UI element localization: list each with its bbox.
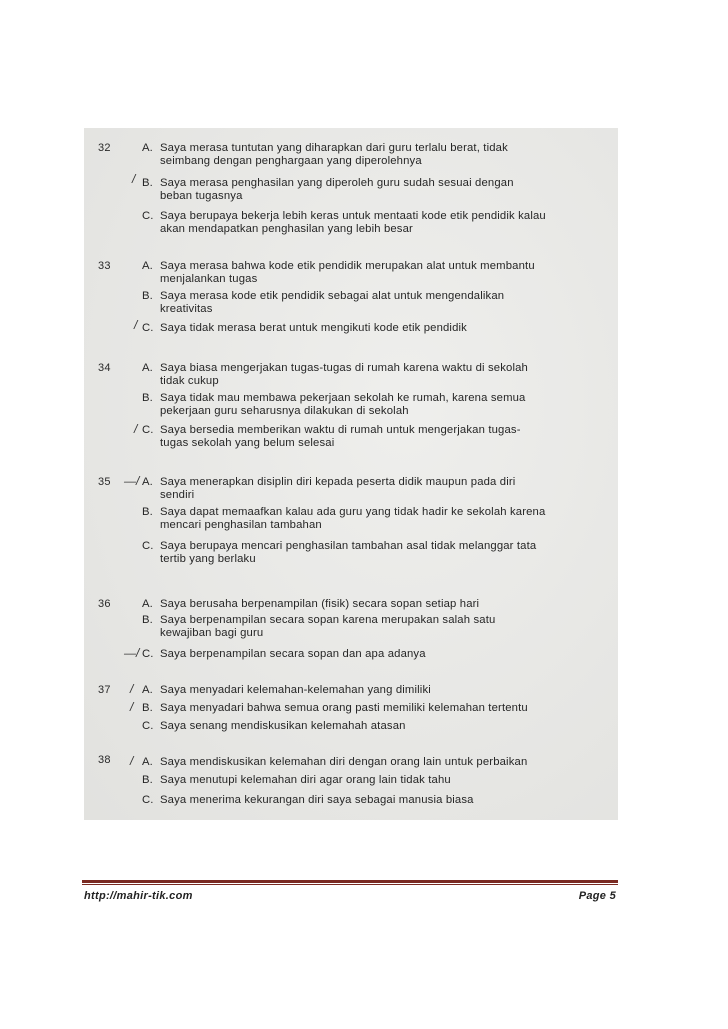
option-letter: C.: [142, 210, 154, 222]
option-text: Saya berusaha berpenampilan (fisik) secara sopan setiap hari: [160, 598, 480, 610]
option-a: [142, 756, 604, 769]
option-letter: C.: [142, 540, 154, 552]
option-a: [142, 142, 604, 168]
option-text: Saya tidak merasa berat untuk mengikuti kode etik pendidik: [160, 322, 467, 334]
option-letter: C.: [142, 794, 154, 806]
option-letter: A.: [142, 476, 153, 488]
option-letter: B.: [142, 177, 153, 189]
footer-url-link[interactable]: http://mahir-tik.com: [84, 890, 193, 902]
option-text: Saya berpenampilan secara sopan dan apa adanya: [160, 648, 426, 660]
option-a: [142, 476, 604, 502]
option-text-continued: beban tugasnya: [160, 190, 243, 202]
handwritten-check-mark: /: [130, 754, 134, 768]
handwritten-cross-mark: /: [130, 682, 134, 696]
option-text: Saya senang mendiskusikan kelemahah atasan: [160, 720, 406, 732]
option-letter: C.: [142, 648, 154, 660]
handwritten-check-mark: /: [130, 700, 134, 714]
question-number: 36: [98, 598, 111, 610]
option-text-continued: tertib yang berlaku: [160, 553, 256, 565]
option-text: Saya menyadari kelemahan-kelemahan yang dimiliki: [160, 684, 431, 696]
option-text: Saya menerima kekurangan diri saya sebagai manusia biasa: [160, 794, 474, 806]
option-text-continued: kewajiban bagi guru: [160, 627, 264, 639]
option-text-continued: menjalankan tugas: [160, 273, 258, 285]
question-number: 34: [98, 362, 111, 374]
question-number: 38: [98, 754, 111, 766]
option-b: [142, 177, 604, 203]
option-letter: B.: [142, 614, 153, 626]
option-text: Saya bersedia memberikan waktu di rumah untuk mengerjakan tugas-: [160, 424, 521, 436]
option-letter: A.: [142, 684, 153, 696]
option-letter: B.: [142, 392, 153, 404]
option-letter: B.: [142, 506, 153, 518]
question-number: 37: [98, 684, 111, 696]
option-text-continued: tidak cukup: [160, 375, 219, 387]
page-number: Page 5: [578, 890, 616, 902]
option-b: [142, 290, 604, 316]
option-letter: C.: [142, 720, 154, 732]
option-c: [142, 210, 604, 236]
option-text-continued: akan mendapatkan penghasilan yang lebih besar: [160, 223, 413, 235]
option-text: Saya merasa bahwa kode etik pendidik merupakan alat untuk membantu: [160, 260, 535, 272]
option-text: Saya merasa kode etik pendidik sebagai alat untuk mengendalikan: [160, 290, 505, 302]
option-text: Saya biasa mengerjakan tugas-tugas di rumah karena waktu di sekolah: [160, 362, 528, 374]
option-text: Saya menerapkan disiplin diri kepada peserta didik maupun pada diri: [160, 476, 516, 488]
option-text-continued: sendiri: [160, 489, 195, 501]
handwritten-check-mark: /: [134, 422, 138, 436]
question-number: 32: [98, 142, 111, 154]
option-text-continued: tugas sekolah yang belum selesai: [160, 437, 335, 449]
option-text: Saya merasa penghasilan yang diperoleh guru sudah sesuai dengan: [160, 177, 514, 189]
option-text-continued: pekerjaan guru seharusnya dilakukan di sekolah: [160, 405, 409, 417]
option-letter: B.: [142, 290, 153, 302]
option-text: Saya dapat memaafkan kalau ada guru yang tidak hadir ke sekolah karena: [160, 506, 546, 518]
option-letter: B.: [142, 702, 153, 714]
option-c: [142, 794, 604, 807]
option-b: [142, 392, 604, 418]
option-text: Saya berpenampilan secara sopan karena merupakan salah satu: [160, 614, 496, 626]
option-c: [142, 540, 604, 566]
question-number: 35: [98, 476, 111, 488]
option-text: Saya berupaya mencari penghasilan tambahan asal tidak melanggar tata: [160, 540, 537, 552]
option-text-continued: seimbang dengan penghargaan yang diperolehnya: [160, 155, 422, 167]
footer-divider-thin: [82, 884, 618, 885]
option-b: [142, 614, 604, 640]
handwritten-check-mark: —/: [124, 646, 140, 660]
option-text: Saya merasa tuntutan yang diharapkan dari guru terlalu berat, tidak: [160, 142, 508, 154]
option-letter: C.: [142, 424, 154, 436]
scanned-page: [84, 128, 618, 820]
option-letter: A.: [142, 362, 153, 374]
option-letter: A.: [142, 142, 153, 154]
option-text: Saya berupaya bekerja lebih keras untuk mentaati kode etik pendidik kalau: [160, 210, 546, 222]
option-text-continued: kreativitas: [160, 303, 213, 315]
option-letter: A.: [142, 260, 153, 272]
option-text: Saya tidak mau membawa pekerjaan sekolah ke rumah, karena semua: [160, 392, 526, 404]
option-text: Saya menyadari bahwa semua orang pasti memiliki kelemahan tertentu: [160, 702, 528, 714]
option-c: [142, 322, 604, 335]
option-letter: A.: [142, 598, 153, 610]
option-a: [142, 684, 604, 697]
option-a: [142, 598, 604, 611]
option-a: [142, 362, 604, 388]
option-letter: C.: [142, 322, 154, 334]
option-b: [142, 702, 604, 715]
option-a: [142, 260, 604, 286]
handwritten-check-mark: /: [134, 318, 138, 332]
question-number: 33: [98, 260, 111, 272]
handwritten-check-mark: /: [132, 172, 136, 186]
option-b: [142, 506, 604, 532]
option-text: Saya menutupi kelemahan diri agar orang lain tidak tahu: [160, 774, 451, 786]
footer-divider: [82, 880, 618, 883]
option-letter: A.: [142, 756, 153, 768]
option-c: [142, 424, 604, 450]
option-c: [142, 648, 604, 661]
option-b: [142, 774, 604, 787]
option-letter: B.: [142, 774, 153, 786]
option-text-continued: mencari penghasilan tambahan: [160, 519, 322, 531]
handwritten-check-mark: —/: [124, 474, 140, 488]
option-c: [142, 720, 604, 733]
option-text: Saya mendiskusikan kelemahan diri dengan orang lain untuk perbaikan: [160, 756, 528, 768]
